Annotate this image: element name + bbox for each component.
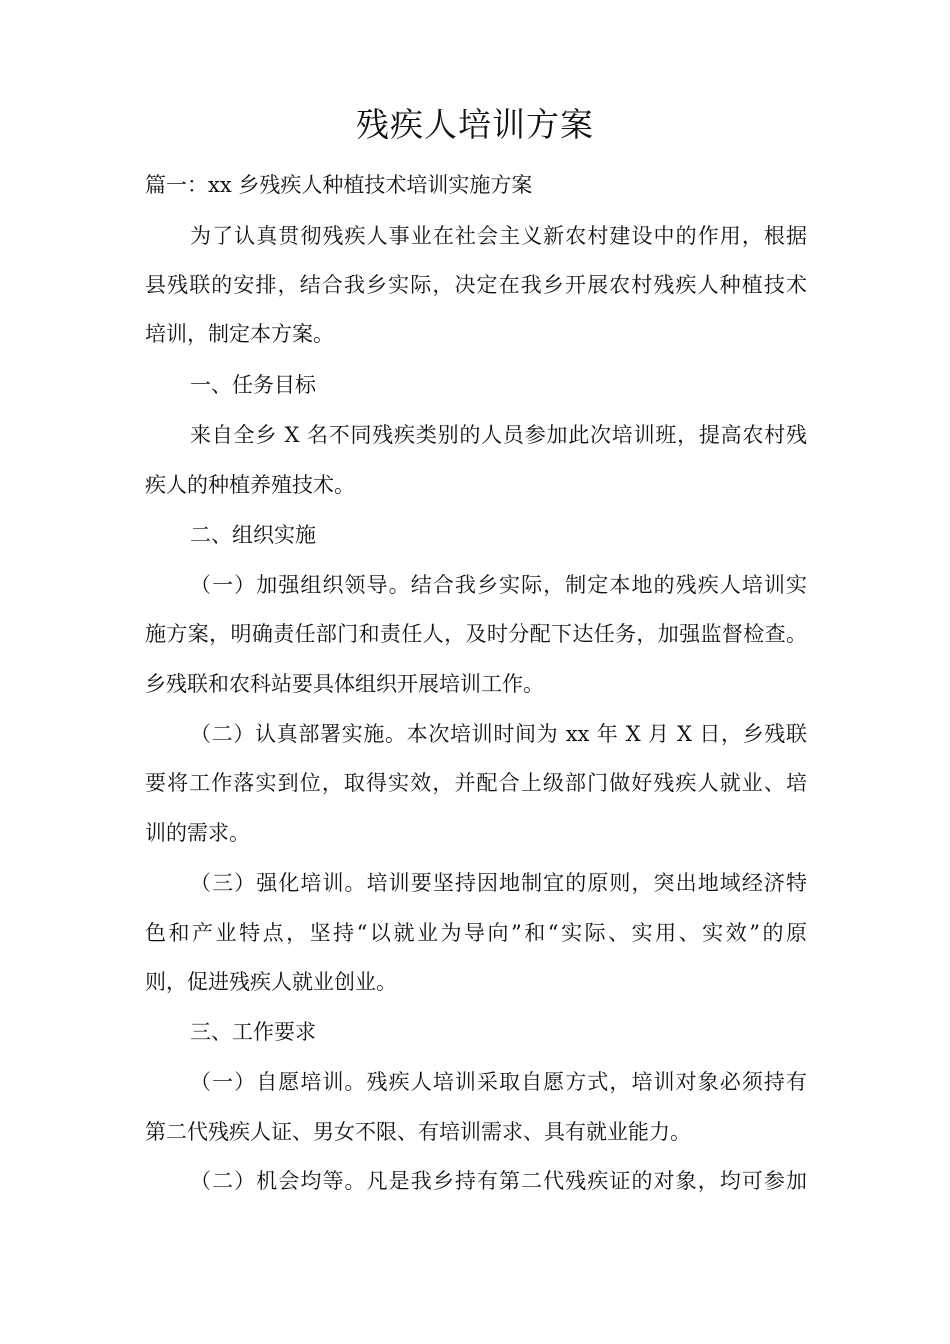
paragraph-line: （一）加强组织领导。结合我乡实际，制定本地的残疾人培训实 [190, 573, 807, 597]
section-label: 篇一：xx 乡残疾人种植技术培训实施方案 [145, 173, 533, 197]
paragraph-line: 为了认真贯彻残疾人事业在社会主义新农村建设中的作用，根据 [190, 224, 807, 248]
paragraph-line: 乡残联和农科站要具体组织开展培训工作。 [145, 672, 544, 696]
paragraph-line: （二）机会均等。凡是我乡持有第二代残疾证的对象，均可参加 [190, 1169, 807, 1193]
paragraph-line: （三）强化培训。培训要坚持因地制宜的原则，突出地域经济特 [190, 871, 807, 895]
document-title: 残疾人培训方案 [356, 105, 594, 144]
paragraph-line: 来自全乡 X 名不同残疾类别的人员参加此次培训班，提高农村残 [190, 423, 807, 447]
paragraph-line: 县残联的安排，结合我乡实际，决定在我乡开展农村残疾人种植技术 [145, 273, 807, 297]
paragraph-line: 色和产业特点，坚持“以就业为导向”和“实际、实用、实效”的原 [145, 921, 807, 945]
paragraph-line: 训的需求。 [145, 821, 250, 845]
section-heading: 二、组织实施 [190, 523, 316, 547]
paragraph-line: 则，促进残疾人就业创业。 [145, 970, 397, 994]
section-heading: 三、工作要求 [190, 1020, 316, 1044]
paragraph-line: 第二代残疾人证、男女不限、有培训需求、具有就业能力。 [145, 1120, 691, 1144]
paragraph-line: 要将工作落实到位，取得实效，并配合上级部门做好残疾人就业、培 [145, 771, 807, 795]
paragraph-line: 培训，制定本方案。 [145, 322, 334, 346]
section-heading: 一、任务目标 [190, 373, 316, 397]
paragraph-line: 疾人的种植养殖技术。 [145, 473, 355, 497]
paragraph-line: 施方案，明确责任部门和责任人，及时分配下达任务，加强监督检查。 [145, 622, 807, 646]
paragraph-line: （一）自愿培训。残疾人培训采取自愿方式，培训对象必须持有 [190, 1070, 807, 1094]
paragraph-line: （二）认真部署实施。本次培训时间为 xx 年 X 月 X 日，乡残联 [190, 722, 807, 746]
